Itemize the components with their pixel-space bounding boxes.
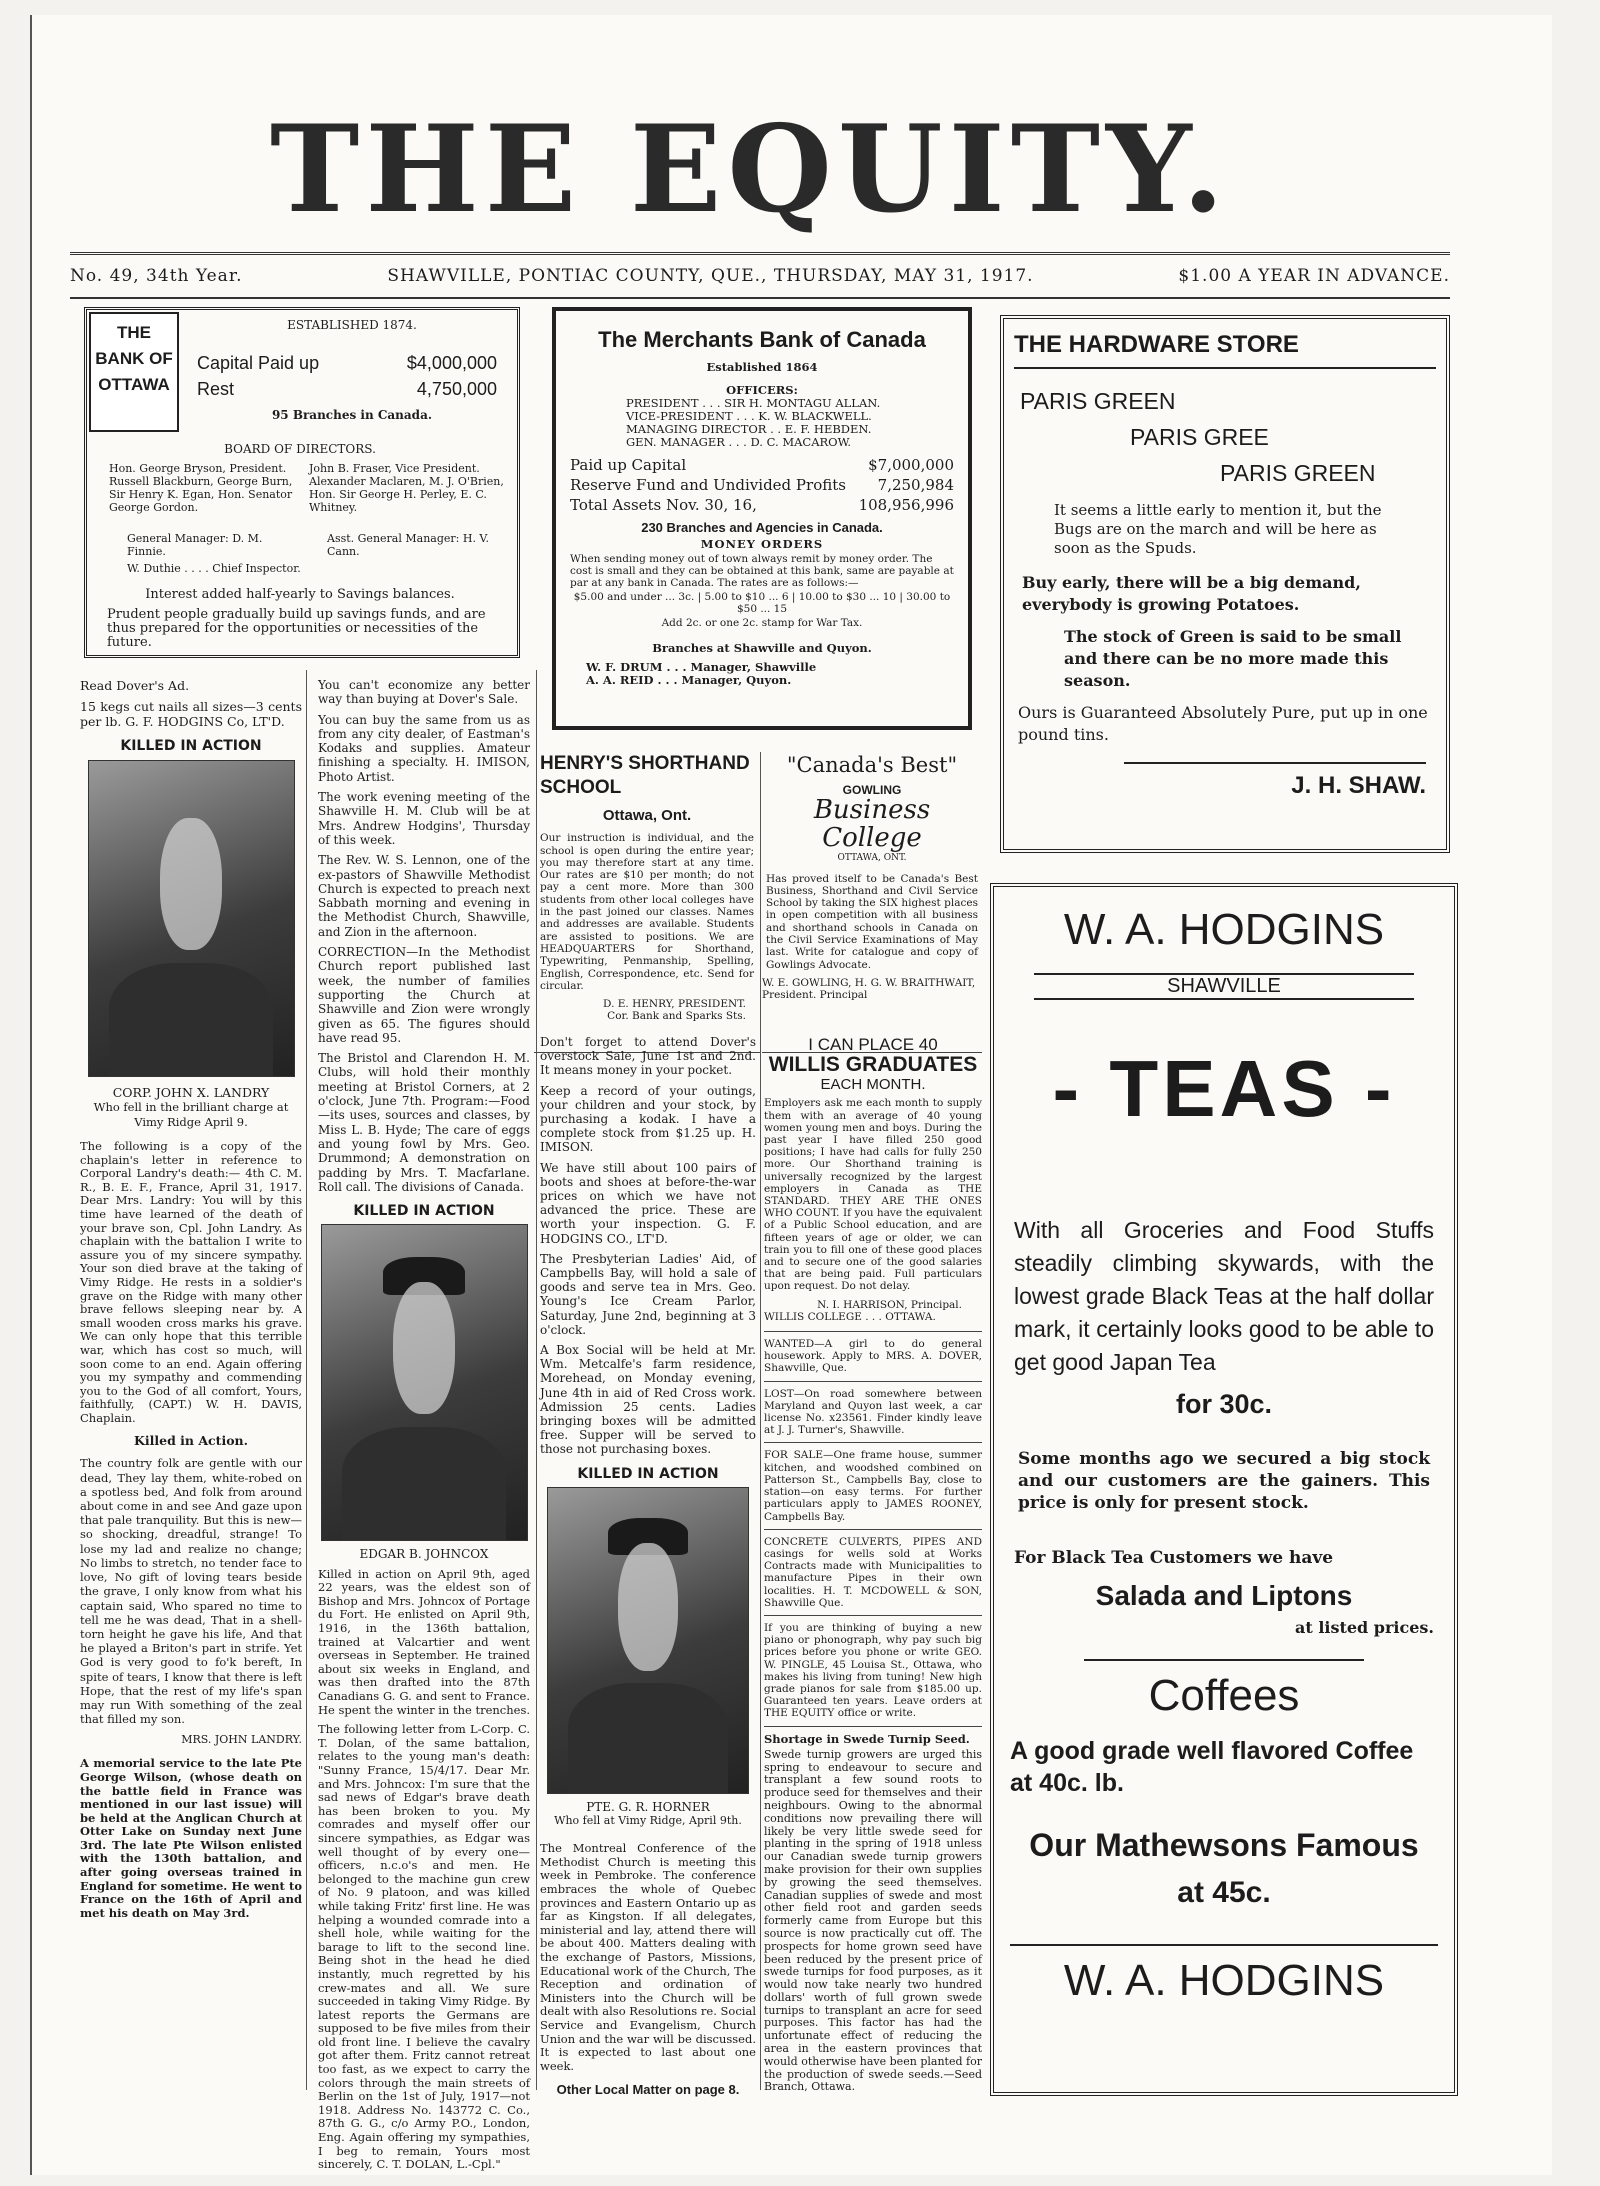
general-manager: General Manager: D. M. Finnie. (127, 532, 263, 558)
dover-ad-note: Read Dover's Ad. (80, 678, 190, 693)
board-heading: BOARD OF DIRECTORS. (224, 442, 376, 456)
branches-shawville-quyon: Branches at Shawville and Quyon. (652, 641, 872, 655)
column-rule-1 (306, 670, 307, 2090)
killed-in-action-heading-2: KILLED IN ACTION (353, 1203, 495, 1220)
lost-notice: LOST—On road somewhere between Maryland and Quyon last week, a car license No. x23561. Finder kindly leave at J. J. Turner's, Shawville. (764, 1387, 982, 1437)
johncox-caption: EDGAR B. JOHNCOX (359, 1547, 489, 1562)
hardware-signature: J. H. SHAW. (1124, 762, 1426, 800)
boots-shoes-note: We have still about 100 pairs of boots and shoes at before-the-war prices on which we have not advanced the price. These are worth your inspection. G. F. HODGINS CO., LT'D. (540, 1160, 756, 1246)
chief-inspector: W. Duthie . . . . Chief Inspector. (127, 562, 301, 575)
lennon-notice: The Rev. W. S. Lennon, one of the ex-pastors of Shawville Methodist Church is expected to preach next Sabbath morning and evening in the Methodist Church, Shawville, and Zion in the afternoon. (318, 853, 530, 939)
johncox-portrait (321, 1224, 528, 1541)
officer-president: PRESIDENT . . . SIR H. MONTAGU ALLAN. (626, 396, 881, 410)
horner-caption: PTE. G. R. HORNER (586, 1799, 710, 1814)
salada-liptons: Salada and Liptons (1095, 1580, 1353, 1611)
money-orders-text: When sending money out of town always remit by money order. The cost is small and they can be obtained at this bank, same are payable at par at any bank in Canada. The rates are as follows:— (570, 553, 954, 589)
hardware-buy-note: Buy early, there will be a big demand, everybody is growing Potatoes. (1022, 573, 1361, 614)
coffee-grade: A good grade well flavored Coffee at 40c. lb. (1010, 1737, 1414, 1797)
reserve-label: Reserve Fund and Undivided Profits (570, 476, 846, 494)
wanted-notice: WANTED—A girl to do general housework. Apply to MRS. A. DOVER, Shawville, Que. (764, 1338, 982, 1375)
kodak-note: Keep a record of your outings, your children and your stock, by purchasing a kodak. I have a complete stock from $1.25 up. H. IMISON. (540, 1083, 756, 1155)
hardware-guarantee: Ours is Guaranteed Absolutely Pure, put up in one pound tins. (1018, 703, 1428, 744)
poem-title: Killed in Action. (134, 1433, 248, 1449)
henry-text: Our instruction is individual, and the school is open during the entire year; you may therefore start at any time. Our rates are $10 per month; do not pay a cent more. More than 300 students from other local colleges have in the past joined our classes. Names and addresses are available. Students are assisted to positions. We are HEADQUARTERS for Shorthand, Typewriting, Penmanship, Spelling, English, Correspondence, etc. Send for circular. (540, 832, 754, 992)
hodgins-name-bottom: W. A. HODGINS (1010, 1944, 1438, 2006)
imison-kodaks: You can buy the same from us as from any city dealer, of Eastman's Kodaks and supplies. Amateur finishing a specialty. H. IMISON, Photo Artist. (318, 712, 530, 784)
canada-best-title: "Canada's Best" (786, 753, 958, 777)
groceries-text: With all Groceries and Food Stuffs steadily climbing skywards, with the lowest grade Black Teas at the half dollar mark, it certainly looks good to be able to get good Japan Tea (1014, 1217, 1434, 1375)
henry-signature: D. E. HENRY, PRESIDENT. (603, 998, 746, 1011)
issue-number: No. 49, 34th Year. (70, 266, 243, 286)
column-2 (318, 678, 531, 2172)
stock-note: Some months ago we secured a big stock and our customers are the gainers. This price is only for present stock. (1018, 1449, 1430, 1513)
officer-vice-president: VICE-PRESIDENT . . . K. W. BLACKWELL. (626, 409, 872, 423)
merchants-bank-ad (552, 307, 972, 730)
officer-managing-director: MANAGING DIRECTOR . . E. F. HEBDEN. (626, 422, 872, 436)
bank-of-ottawa-badge: THE BANK OF OTTAWA (89, 312, 179, 432)
teas-heading: - TEAS - (1052, 1044, 1396, 1133)
willis-signature: N. I. HARRISON, Principal. (817, 1298, 962, 1311)
piano-notice: If you are thinking of buying a new piano or phonograph, why pay such big prices before you phone or write GEO. W. PINGLE, 45 Louisa St., Ottawa, who makes his living from tuning! New high grade pianos for sale from $185.00 up. Guaranteed ten years. Leave orders at THE EQUITY office or write. (764, 1621, 982, 1720)
money-order-rates: $5.00 and under ... 3c. | 5.00 to $10 ... 6 | 10.00 to $30 ... 10 | 30.00 to $50 ... 15 (573, 591, 951, 615)
mathewsons-heading: Our Mathewsons Famous (1029, 1827, 1419, 1863)
horner-portrait (547, 1487, 749, 1794)
officers-heading: OFFICERS: (726, 383, 798, 397)
business-college-title: Business College (813, 795, 931, 854)
box-social-notice: A Box Social will be held at Mr. Wm. Metcalfe's farm residence, Morehead, on Monday evening, June 4th in aid of Red Cross work. Admission 25 cents. Ladies bringing boxes will be admitted free. Supper will be served to those not purchasing boxes. (540, 1343, 756, 1457)
branches-count: 95 Branches in Canada. (271, 408, 433, 422)
rest-label: Rest (197, 379, 235, 399)
asst-general-manager: Asst. General Manager: H. V. Cann. (327, 532, 489, 558)
gowling-titles: President. Principal (762, 989, 868, 1002)
henry-address: Cor. Bank and Sparks Sts. (607, 1010, 746, 1023)
capital-label: Capital Paid up (197, 353, 320, 373)
killed-in-action-heading-1: KILLED IN ACTION (120, 738, 262, 754)
merchants-title: The Merchants Bank of Canada (598, 327, 926, 352)
date-location: SHAWVILLE, PONTIAC COUNTY, QUE., THURSDAY, MAY 31, 1917. (387, 266, 1034, 286)
other-local-matter: Other Local Matter on page 8. (556, 2082, 740, 2098)
black-tea-note: For Black Tea Customers we have (1014, 1548, 1334, 1568)
willis-college: WILLIS COLLEGE . . . OTTAWA. (764, 1310, 936, 1323)
each-month-heading: EACH MONTH. (820, 1076, 926, 1094)
listed-prices: at listed prices. (1294, 1618, 1434, 1637)
capital-value: $4,000,000 (406, 353, 497, 373)
nails-notice: 15 kegs cut nails all sizes—3 cents per lb. G. F. HODGINS Co, LT'D. (80, 699, 302, 729)
presbyterian-notice: The Presbyterian Ladies' Aid, of Campbells Bay, will hold a sale of goods and serve tea in Mrs. Geo. Young's Ice Cream Parlor, Saturday, June 2nd, beginning at 3 o'clock. (540, 1251, 756, 1337)
horner-caption-sub: Who fell at Vimy Ridge, April 9th. (554, 1814, 742, 1828)
landry-portrait (88, 760, 295, 1077)
poem-signature: MRS. JOHN LANDRY. (181, 1733, 302, 1747)
willis-graduates-heading: WILLIS GRADUATES (768, 1053, 978, 1077)
merchants-established: Established 1864 (706, 360, 818, 374)
poem-text: The country folk are gentle with our dead, They lay them, white-robed on a spotless bed, And folk from around about come in and see And gaze upon that pale tranquility. But this is new—so shocking, dreadful, strange! To lose my lad and realize no change; No limbs to stretch, no tender face to love, No gift of loving tears beside the grave, I only know from what his captain said, Who spared no time to tell me he was dead, That in a shell-torn height he gave his life, And that he played a Briton's part in strife. Yet God is very good to fo'k bereft, In spite of tears, I know that there is left Hope, that the rest of my life's span may run With something of the zeal that filled my son. (80, 1456, 302, 1727)
interest-note: Interest added half-yearly to Savings balances. (145, 587, 455, 602)
henry-shorthand-ad (534, 752, 760, 1053)
culverts-notice: CONCRETE CULVERTS, PIPES AND casings for wells sold at Works Contracts made with Municipalities to manufacture Pipes in their own localities. H. T. MCDOWELL & SON, Shawville Que. (764, 1535, 982, 1609)
landry-caption-sub: Who fell in the brilliant charge at Vimy Ridge April 9. (93, 1100, 289, 1129)
money-orders-heading: MONEY ORDERS (700, 537, 824, 551)
gowling-label: GOWLING (842, 783, 902, 797)
column-1 (80, 678, 302, 2098)
dolan-letter: The following letter from L-Corp. C. T. Dolan, of the same battalion, relates to the young man's death: "Sunny France, 15/4/17. Dear Mr. and Mrs. Johncox: I'm sure that the sad news of Edgar's brave death has been broken to you. My comrades and myself offer our sincere sympathies, as Edgar was well thought of by every one—officers, n.c.o's and men. He belonged to the machine gun crew of No. 9 platoon, and was killed while taking Fritz' first line. He was helping a wounded comrade into a shell hole, while waiting for the barage to lift to the second line. Being shot in the head he died instantly, much regretted by his crew-mates and all. We sure succeeded in taking Vimy Ridge. By latest reports the Germans are supposed to be five miles from their old front line. I believe the cavalry got after them. Fritz cannot retreat too fast, as we expect to carry the colors through the main streets of Berlin on the 1st of July, 1917—not 1918. Address No. 143772 C. Co., 87th G. G., c/o Army P.O., London, Eng. Again offering my sympathies, I beg to remain, Yours most sincerely, C. T. DOLAN, L.-Cpl." (318, 1722, 530, 2172)
paris-green-2: PARIS GREE (1130, 424, 1269, 450)
manager-reid: A. A. REID . . . Manager, Quyon. (586, 673, 792, 687)
chaplain-letter: The following is a copy of the chaplain's letter in reference to Corporal Landry's death:— 4th C. M. R., B. E. F., France, April 31, 1917. Dear Mrs. Landry: You will by this time have learned of the death of your brave son, Cpl. John Landry. As chaplain with the battalion I write to assure you of my sincere sympathy. Your son died brave at the taking of Vimy Ridge. He rests in a soldier's grave on the Ridge with many other brave fellows sleeping near by. A small wooden cross marks his grave. We can only hope that this terrible war, which has cost so much, will soon come to an end. Again offering you my sympathy and commending you to the God of all comfort, Yours, faithfully, (CAPT.) W. H. DAVIS, Chaplain. (80, 1139, 302, 1425)
hodgins-town: SHAWVILLE (1034, 973, 1414, 1000)
hm-club-meeting: The work evening meeting of the Shawville H. M. Club will be at Mrs. Andrew Hodgins', Thursday of this week. (318, 790, 530, 847)
masthead-title: THE EQUITY. (270, 99, 1230, 240)
memorial-notice: A memorial service to the late Pte George Wilson, (whose death on the battle field in France was mentioned in our last issue) will be held at the Anglican Church at Otter Lake on Sunday next June 3rd. The late Pte Wilson enlisted with the 130th battalion, and after going overseas trained in England for sometime. He went to France on the 16th of April and met his death on May 3rd. (80, 1756, 302, 1920)
dover-overstock-note: Don't forget to attend Dover's overstock Sale, June 1st and 2nd. It means money in your pocket. (540, 1035, 756, 1078)
subscription-price: $1.00 A YEAR IN ADVANCE. (1178, 266, 1450, 286)
bristol-clarendon-notice: The Bristol and Clarendon H. M. Clubs, will hold their monthly meeting at Bristol Corners, at 2 o'clock, June 7th. Program:—Food—its uses, sources and classes, by Miss L. B. Hyde; The care of eggs and young fowl by Mrs. Geo. Drummond; A demonstration on padding by Mrs. T. Macfarlane. Roll call. The divisions of Canada. (318, 1051, 530, 1194)
gowling-college-ad (762, 752, 982, 1053)
assets-value: 108,956,996 (858, 496, 954, 514)
rest-value: 4,750,000 (416, 379, 497, 399)
hardware-title: THE HARDWARE STORE (1014, 331, 1436, 369)
assets-label: Total Assets Nov. 30, 16, (570, 496, 757, 514)
reserve-value: 7,250,984 (877, 476, 954, 494)
paid-up-value: $7,000,000 (868, 456, 954, 474)
paris-green-1: PARIS GREEN (1020, 388, 1176, 414)
henry-city: Ottawa, Ont. (602, 807, 692, 824)
dover-sale-note: You can't economize any better way than buying at Dover's Sale. (318, 678, 530, 707)
price-30c: for 30c. (1175, 1389, 1273, 1419)
hardware-stock-note: The stock of Green is said to be small and there can be no more made this season. (1064, 627, 1402, 690)
column-rule-3 (760, 752, 761, 2090)
manager-drum: W. F. DRUM . . . Manager, Shawville (586, 660, 817, 674)
swede-turnip-text: Swede turnip growers are urged this spring to endeavour to secure and transplant a few sound roots to produce seed for themselves and their neighbours. Owing to the abnormal conditions now prevailing there will likely be very little swede seed for planting in the spring of 1918 unless our Canadian swede turnip growers make provision for their own supplies by growing the seed themselves. Canadian supplies of swede and most other field root and garden seeds formerly came from Europe but this source is now practically cut off. The prospects for home grown seed have been reduced by the present price of swede turnips for food purposes, as it would now take nearly two hundred dollars' worth of full grown swede turnips to transplant an acre for seed purposes. This factor has had the unfortunate effect of reducing the area in the eastern provinces that would otherwise have been planted for the production of swede seeds.—Seed Branch, Ottawa. (764, 1747, 982, 2094)
gowling-city: OTTAWA, ONT. (837, 853, 907, 864)
for-sale-notice: FOR SALE—One frame house, summer kitchen, and woodshed combined on Patterson St., Campbells Bay, close to station—on easy terms. For further particulars apply to JAMES ROONEY, Campbells Bay. (764, 1449, 982, 1523)
directors-right: John B. Fraser, Vice President. Alexander Maclaren, M. J. O'Brien, Hon. Sir George H. Perley, E. C. Whitney. (309, 462, 504, 514)
gowling-signature: W. E. GOWLING, H. G. W. BRAITHWAIT, (762, 976, 976, 989)
hodgins-ad (990, 883, 1458, 2096)
dateline (70, 252, 1450, 299)
correction-notice: CORRECTION—In the Methodist Church report published last week, the number of families supporting the Church at Shawville and Zion were wrongly given as 65. The figures should have read 95. (318, 945, 530, 1045)
landry-caption: CORP. JOHN X. LANDRY (112, 1085, 270, 1100)
swede-turnip-heading: Shortage in Swede Turnip Seed. (764, 1731, 970, 1746)
column-4 (764, 1035, 982, 2095)
prudent-note: Prudent people gradually build up savings funds, and are thus prepared for the opportunities or necessities of the future. (107, 607, 486, 650)
gowling-text: Has proved itself to be Canada's Best Business, Shorthand and Civil Service School by taking the SIX highest places in open competition with all business and shorthand schools in Canada on the Civil Service Examinations of May last. Write for catalogue and copy of Gowlings Advocate. (766, 872, 978, 971)
hardware-early-note: It seems a little early to mention it, but the Bugs are on the march and will be here as soon as the Spuds. (1054, 501, 1382, 557)
war-tax-note: Add 2c. or one 2c. stamp for War Tax. (661, 617, 863, 629)
column-3 (540, 1035, 756, 2098)
place-40-heading: I CAN PLACE 40 (808, 1035, 938, 1054)
established-label: ESTABLISHED 1874. (287, 318, 417, 332)
johncox-notice: Killed in action on April 9th, aged 22 years, was the eldest son of Bishop and Mrs. Johncox of Portage du Fort. He enlisted on April 9th, 1916, in the 136th battalion, trained at Valcartier and went overseas in September. He trained about six weeks in England, and was then drafted into the 87th Canadians G. G. and sent to France. He spent the winter in the trenches. (318, 1566, 531, 1717)
paid-up-label: Paid up Capital (570, 456, 687, 474)
hardware-store-ad (1000, 315, 1450, 853)
merchants-branches: 230 Branches and Agencies in Canada. (641, 520, 883, 535)
paris-green-3: PARIS GREEN (1220, 460, 1376, 486)
bank-of-ottawa-ad (84, 307, 520, 658)
willis-text: Employers ask me each month to supply them with an average of 40 young women young men and boys. During the past year I have filled 250 good positions; I have had calls for fully 250 more. Our Shorthand training is universally recognized by the largest employers in Canada as THE STANDARD. THEY ARE THE ONES WHO COUNT. If you have the equivalent of a Public School education, and are fifteen years of age or older, we can train you to fill one of these good places and to secure one of the good salaries that are being paid. Full particulars upon request. Do not delay. (764, 1097, 982, 1293)
price-45c: at 45c. (1177, 1876, 1271, 1909)
henry-title: HENRY'S SHORTHAND SCHOOL (540, 753, 750, 798)
coffees-heading: Coffees (1148, 1671, 1300, 1720)
hodgins-name: W. A. HODGINS (1063, 905, 1385, 954)
conference-notice: The Montreal Conference of the Methodist Church is meeting this week in Pembroke. The conference embraces the whole of Quebec provinces and Eastern Ontario up as far as Kingston. If all delegates, ministerial and lay, attend there will be about 400. Matters dealing with the exchange of Pastors, Missions, Educational work of the Church, The Reception and ordination of Ministers into the Church will be dealt with also Resolutions re. Social Service and Evangelism, Church Union and the war will be discussed. It is expected to last about one week. (540, 1841, 756, 2073)
officer-general-manager: GEN. MANAGER . . . D. C. MACAROW. (626, 435, 852, 449)
killed-in-action-heading-3: KILLED IN ACTION (577, 1465, 719, 1482)
directors-left: Hon. George Bryson, President. Russell Blackburn, George Burn, Sir Henry K. Egan, Hon. Senator George Gordon. (109, 462, 293, 514)
